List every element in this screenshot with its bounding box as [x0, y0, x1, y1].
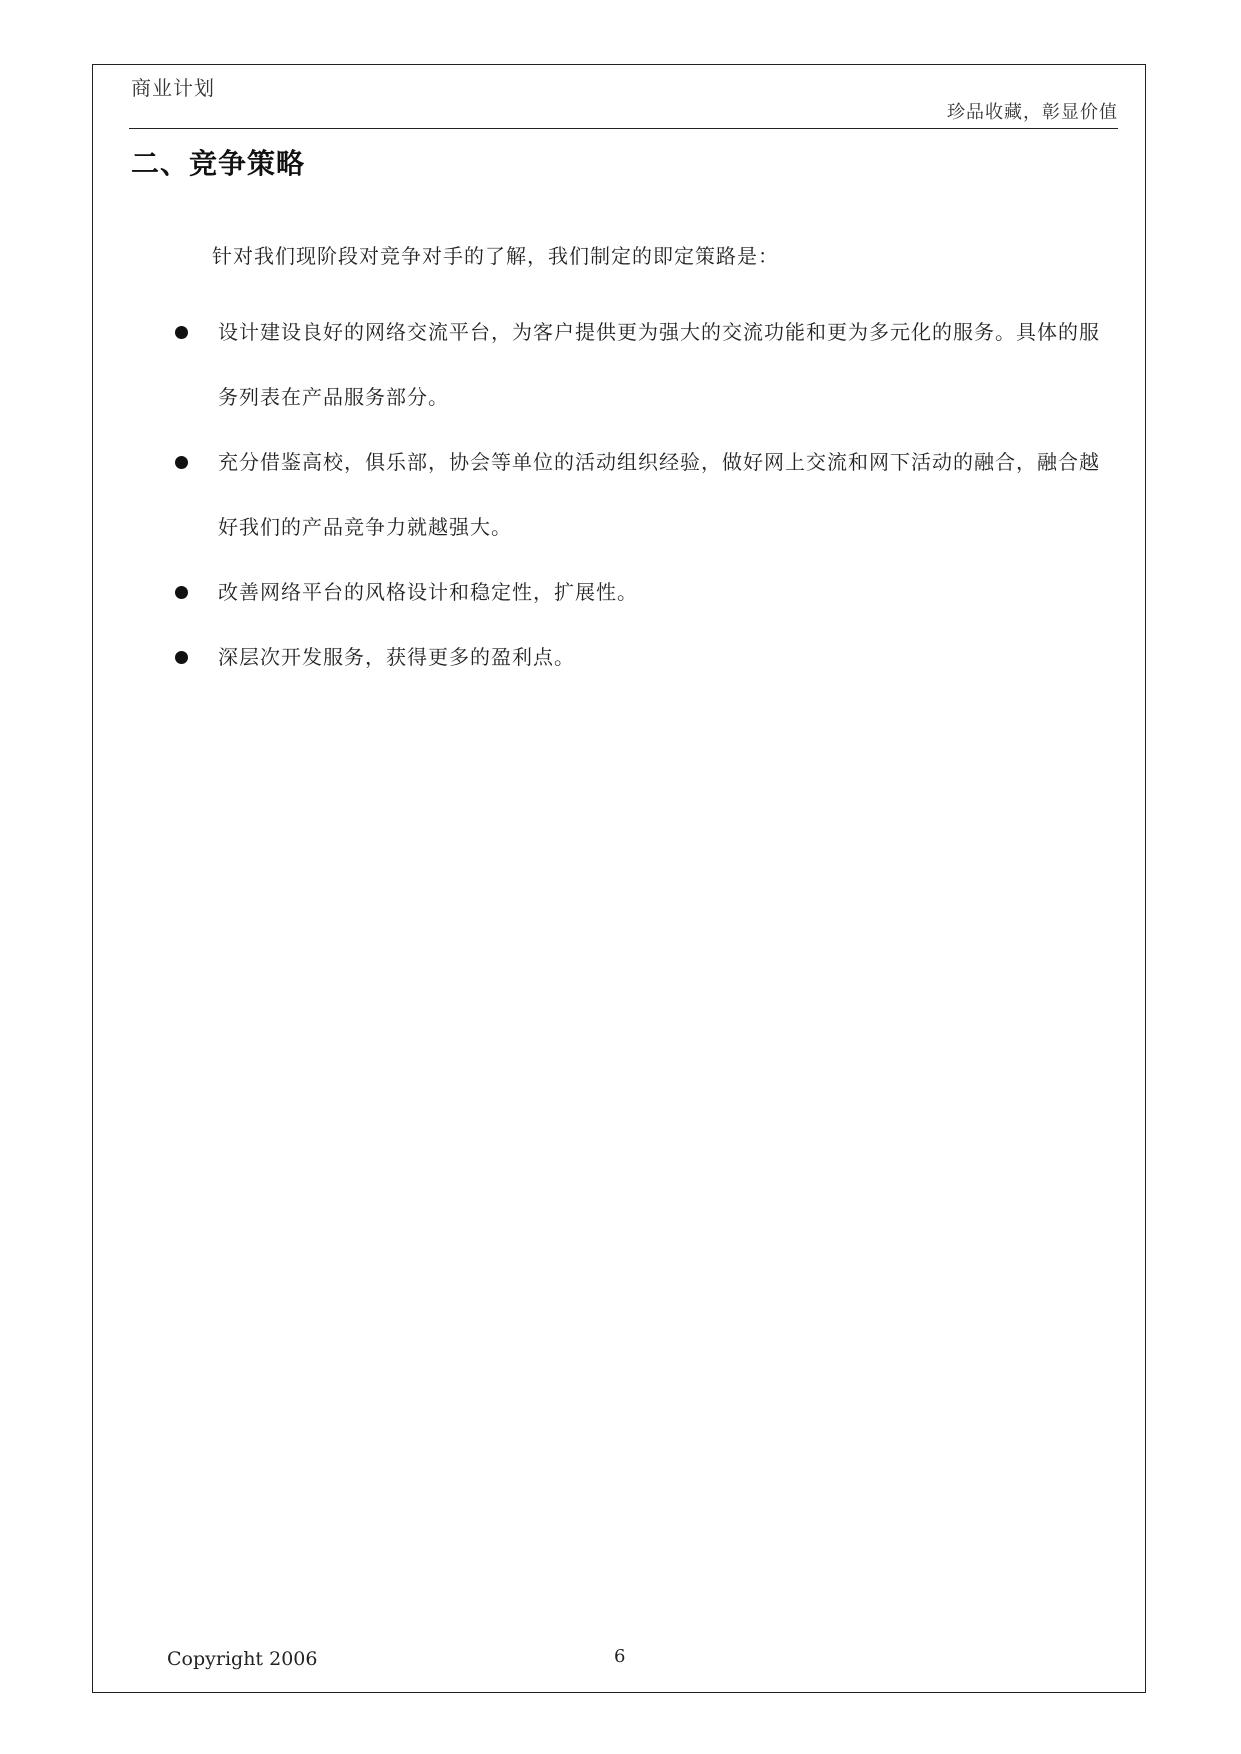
- footer-copyright: Copyright 2006: [167, 1648, 318, 1670]
- header-divider: [129, 128, 1118, 129]
- bullet-icon: [175, 651, 188, 664]
- list-item-text: 充分借鉴高校，俱乐部，协会等单位的活动组织经验，做好网上交流和网下活动的融合，融合越好我们的产品竞争力就越强大。: [218, 450, 1100, 539]
- intro-paragraph: 针对我们现阶段对竞争对手的了解，我们制定的即定策路是：: [212, 244, 779, 268]
- list-item-text: 改善网络平台的风格设计和稳定性，扩展性。: [218, 580, 638, 604]
- strategy-list: [170, 300, 1120, 690]
- bullet-icon: [175, 456, 188, 469]
- section-title: 二、竞争策略: [131, 147, 306, 180]
- bullet-icon: [175, 586, 188, 599]
- page-number: 6: [614, 1646, 626, 1667]
- list-item-text: 设计建设良好的网络交流平台，为客户提供更为强大的交流功能和更为多元化的服务。具体的服务列表在产品服务部分。: [218, 320, 1100, 409]
- list-item: [170, 300, 1120, 430]
- header-title: 商业计划: [131, 76, 215, 100]
- list-item: [170, 430, 1120, 560]
- bullet-icon: [175, 326, 188, 339]
- header-slogan: 珍品收藏，彰显价值: [947, 102, 1118, 123]
- list-item-text: 深层次开发服务，获得更多的盈利点。: [218, 645, 575, 669]
- list-item: [170, 625, 1120, 690]
- list-item: [170, 560, 1120, 625]
